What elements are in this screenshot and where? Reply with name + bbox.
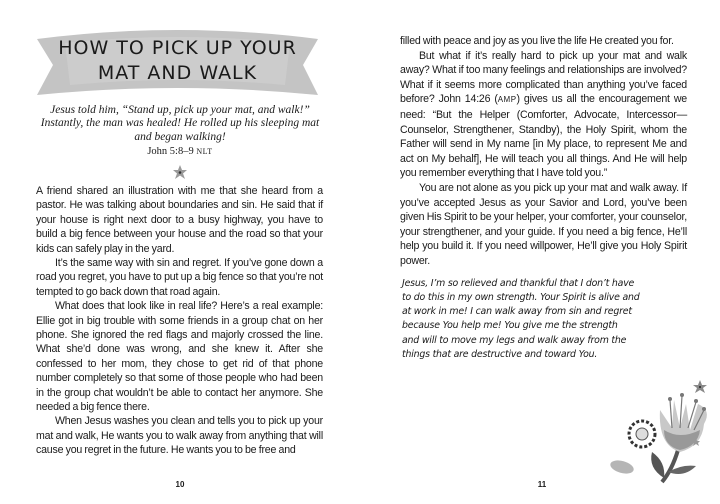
paragraph: It’s the same way with sin and regret. If you’ve gone down a road you regret, you have to put up a big fence so that you’re not tempted to go back down that road again.: [36, 256, 323, 298]
paragraph: You are not alone as you pick up your mat and walk away. If you’ve accepted Jesus as your Savior and Lord, you’ve been given His Spirit to be your helper, your comforter, your counselor, your strengthener, and your guide. If you need a big fence, He’ll help you build it. If you need willpower, He’ll give you Holy Spirit power.: [400, 181, 687, 267]
scripture-quote: Jesus told him, “Stand up, pick up your mat, and walk!” Instantly, the man was healed! He rolled up his sleeping mat and began walking!: [40, 104, 320, 143]
bible-version: AMP: [497, 95, 517, 105]
paragraph-text: But what if it’s really hard to pick up your mat and walk away? What if too many feelings and relationships are involved? What if it seems more complicated than anything you’ve faced before? John 14:26 (: [400, 49, 687, 106]
citation-reference: John 5:8–9: [147, 145, 194, 157]
flower-illustration-icon: [600, 380, 720, 490]
citation-version: NLT: [196, 146, 213, 156]
chapter-title: HOW TO PICK UP YOUR MAT AND WALK: [58, 37, 297, 84]
flower-ornament-icon: [172, 164, 188, 180]
body-text: [400, 34, 687, 269]
page-number: 11: [537, 480, 547, 489]
scripture-citation: [36, 145, 324, 158]
paragraph-text: ) gives us all the encouragement we need: “But the Helper (Comforter, Advocate, Intercessor—Counselor, Strengthener, Standby), the Holy Spirit, whom the Father will send in My name [in My place, to represent Me and act on My behalf], He will teach you all things. And He will help you remember everything that I have told you.”: [400, 93, 687, 180]
paragraph: When Jesus washes you clean and tells you to pick up your mat and walk, He wants you to walk away from anything that will cause you regret in the future. He wants you to be free and: [36, 415, 323, 457]
page-number: 10: [175, 480, 185, 489]
paragraph: filled with peace and joy as you live the life He created you for.: [400, 35, 674, 47]
paragraph: What does that look like in real life? Here’s a real example: Ellie got in big trouble with some friends in a group chat on her phone. She ignored the red flags and majorly crossed the line. What she’d done was wrong, and she knew it. After she confessed to her mom, they chose to get rid of that phone number completely so that some of those people who had been in the group chat wouldn’t be able to contact her anymore. She needed a big fence there.: [36, 300, 323, 413]
paragraph: A friend shared an illustration with me that she heard from a pastor. He was talking about boundaries and sin. He said that if your house is right next door to a busy highway, you have to build a big fence between your house and the road so that your kids can safely play in the yard.: [36, 184, 323, 255]
paragraph: [400, 49, 687, 181]
body-text: [36, 184, 323, 458]
prayer-text: Jesus, I’m so relieved and thankful that I don’t have to do this in my own strength. Your Spirit is alive and at work in me! I can walk away from sin and regret because You help me! You give me the strength and will to move my legs and walk away from the things that are destructive and toward You.: [402, 277, 640, 360]
